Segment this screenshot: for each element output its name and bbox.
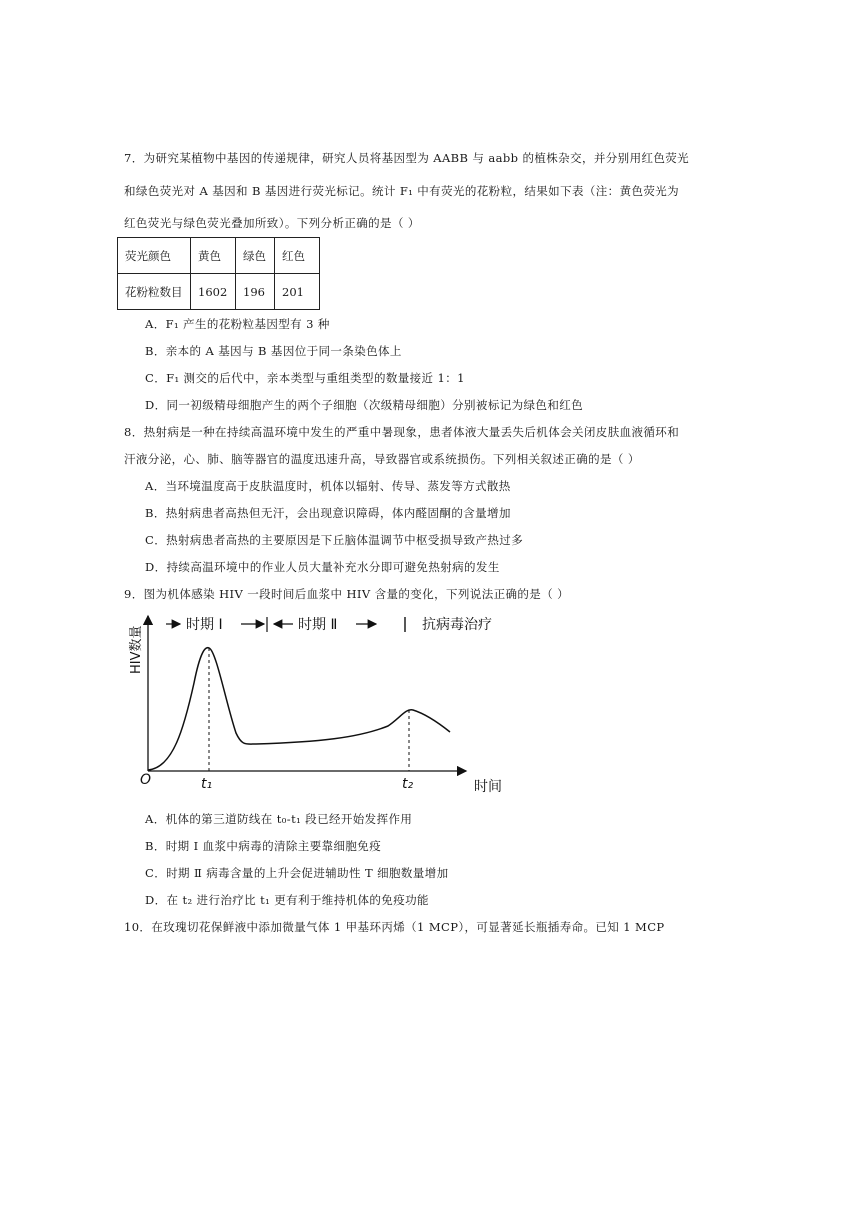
q10-stem-line-1: 10．在玫瑰切花保鲜液中添加微量气体 1 甲基环丙烯（1 MCP），可显著延长瓶插寿命。已知 1 MCP <box>124 920 665 934</box>
table-cell: 196 <box>236 274 275 310</box>
q9-option-a: A．机体的第三道防线在 t₀-t₁ 段已经开始发挥作用 <box>145 812 413 826</box>
q7-stem-line-2: 和绿色荧光对 A 基因和 B 基因进行荧光标记。统计 F₁ 中有荧光的花粉粒，结果如下表（注：黄色荧光为 <box>124 184 680 198</box>
q7-option-a: A．F₁ 产生的花粉粒基因型有 3 种 <box>145 317 330 331</box>
q8-option-a: A．当环境温度高于皮肤温度时，机体以辐射、传导、蒸发等方式散热 <box>145 479 511 493</box>
table-row <box>118 238 320 274</box>
hiv-curve <box>148 648 450 770</box>
table-cell: 1602 <box>191 274 236 310</box>
hiv-curve-figure <box>128 608 518 803</box>
x-axis-label: 时间 <box>474 779 502 795</box>
q8-option-d: D．持续高温环境中的作业人员大量补充水分即可避免热射病的发生 <box>145 560 500 574</box>
q7-option-b: B．亲本的 A 基因与 B 基因位于同一条染色体上 <box>145 344 402 358</box>
table-cell: 201 <box>275 274 320 310</box>
table-header-cell: 绿色 <box>236 238 275 274</box>
period1-label: 时期 Ⅰ <box>186 617 223 633</box>
table-header-cell: 红色 <box>275 238 320 274</box>
y-axis-label: HIV数量 <box>129 625 144 674</box>
period2-label: 时期 Ⅱ <box>298 617 338 633</box>
table-row <box>118 274 320 310</box>
q7-fluorescence-table <box>117 237 320 310</box>
q8-option-b: B．热射病患者高热但无汗，会出现意识障碍，体内醛固酮的含量增加 <box>145 506 511 520</box>
table-header-cell: 荧光颜色 <box>118 238 191 274</box>
q9-option-b: B．时期 Ⅰ 血浆中病毒的清除主要靠细胞免疫 <box>145 839 382 853</box>
t2-label: t₂ <box>402 776 414 792</box>
q9-stem-line-1: 9．图为机体感染 HIV 一段时间后血浆中 HIV 含量的变化，下列说法正确的是（ ） <box>124 587 570 601</box>
q7-option-d: D．同一初级精母细胞产生的两个子细胞（次级精母细胞）分别被标记为绿色和红色 <box>145 398 584 412</box>
t1-label: t₁ <box>201 776 213 792</box>
table-header-cell: 黄色 <box>191 238 236 274</box>
therapy-label: 抗病毒治疗 <box>422 617 492 633</box>
q8-stem-line-2: 汗液分泌，心、肺、脑等器官的温度迅速升高，导致器官或系统损伤。下列相关叙述正确的是（ ） <box>124 452 640 466</box>
q9-option-c: C．时期 Ⅱ 病毒含量的上升会促进辅助性 T 细胞数量增加 <box>145 866 449 880</box>
q7-stem-line-1: 7．为研究某植物中基因的传递规律，研究人员将基因型为 AABB 与 aabb 的植株杂交，并分别用红色荧光 <box>124 151 690 165</box>
q8-option-c: C．热射病患者高热的主要原因是下丘脑体温调节中枢受损导致产热过多 <box>145 533 524 547</box>
q7-option-c: C．F₁ 测交的后代中，亲本类型与重组类型的数量接近 1：1 <box>145 371 465 385</box>
q9-option-d: D．在 t₂ 进行治疗比 t₁ 更有利于维持机体的免疫功能 <box>145 893 429 907</box>
table-cell: 花粉粒数目 <box>118 274 191 310</box>
q7-stem-line-3: 红色荧光与绿色荧光叠加所致）。下列分析正确的是（ ） <box>124 216 420 230</box>
origin-label: O <box>140 772 152 788</box>
q8-stem-line-1: 8．热射病是一种在持续高温环境中发生的严重中暑现象，患者体液大量丢失后机体会关闭皮肤血液循环和 <box>124 425 680 439</box>
